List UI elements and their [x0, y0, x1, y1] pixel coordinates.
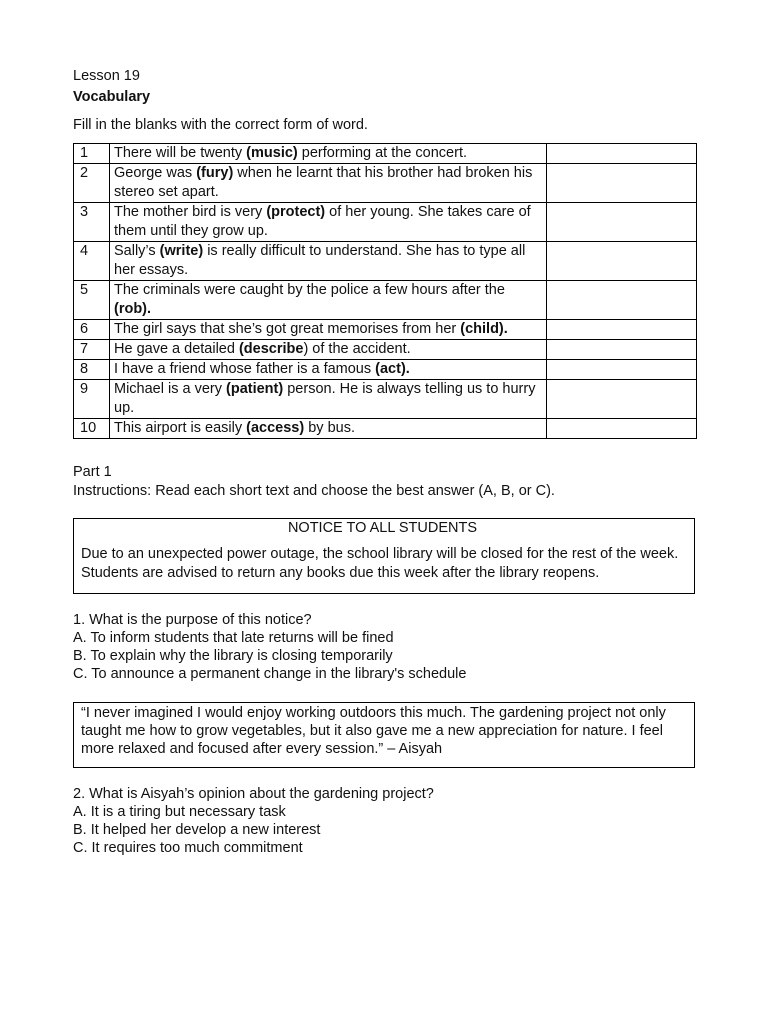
sentence-text: The criminals were caught by the police a few hours after the [114, 282, 505, 298]
sentence-text: performing at the concert. [297, 145, 467, 161]
row-number: 1 [74, 144, 110, 164]
sentence-cell [110, 340, 547, 360]
table-row [74, 281, 697, 320]
sentence-text: of her young. She takes care of them until they grow up. [114, 204, 531, 239]
notice-body: Due to an unexpected power outage, the school library will be closed for the rest of the week. Students are advised to return any books due this week after the library reopens. [81, 546, 679, 581]
option-c: C. To announce a permanent change in the library's schedule [73, 666, 467, 682]
part-title: Part 1 [73, 464, 112, 480]
lesson-label: Lesson 19 [73, 68, 140, 84]
sentence-cell [110, 419, 547, 439]
answer-cell[interactable] [547, 419, 697, 439]
base-word: (protect) [266, 204, 326, 220]
vocabulary-instruction: Fill in the blanks with the correct form of word. [73, 117, 368, 133]
row-number: 8 [74, 360, 110, 380]
sentence-text: Michael is a very [114, 381, 227, 397]
table-row [74, 360, 697, 380]
option-c: C. It requires too much commitment [73, 840, 303, 856]
table-row [74, 164, 697, 203]
row-number: 5 [74, 281, 110, 320]
sentence-text: The mother bird is very [114, 204, 267, 220]
base-word: (music) [246, 145, 298, 161]
sentence-cell [110, 144, 547, 164]
table-row [74, 144, 697, 164]
question-text: 2. What is Aisyah’s opinion about the gardening project? [73, 786, 434, 802]
sentence-text: I have a friend whose father is a famous [114, 361, 376, 377]
answer-cell[interactable] [547, 320, 697, 340]
sentence-cell [110, 281, 547, 320]
answer-cell[interactable] [547, 340, 697, 360]
sentence-text: is really difficult to understand. She has to type all her essays. [114, 243, 526, 278]
sentence-text: George was [114, 165, 197, 181]
section-title: Vocabulary [73, 89, 151, 105]
row-number: 7 [74, 340, 110, 360]
sentence-cell [110, 320, 547, 340]
base-word: (describe [238, 341, 304, 357]
question-2 [73, 785, 434, 857]
quote-text: “I never imagined I would enjoy working outdoors this much. The gardening project not only taught me how to grow vegetables, but it also gave me a new appreciation for nature. I feel more relaxed and focused after every session.” – Aisyah [81, 705, 666, 757]
sentence-text: ) of the accident. [303, 341, 411, 357]
table-row [74, 203, 697, 242]
row-number: 6 [74, 320, 110, 340]
base-word: (fury) [196, 165, 234, 181]
answer-cell[interactable] [547, 380, 697, 419]
sentence-text: He gave a detailed [114, 341, 239, 357]
row-number: 10 [74, 419, 110, 439]
sentence-text: The girl says that she’s got great memorises from her [114, 321, 461, 337]
answer-cell[interactable] [547, 203, 697, 242]
base-word: (write) [159, 243, 204, 259]
answer-cell[interactable] [547, 164, 697, 203]
row-number: 9 [74, 380, 110, 419]
table-row [74, 242, 697, 281]
row-number: 3 [74, 203, 110, 242]
answer-cell[interactable] [547, 144, 697, 164]
sentence-text: There will be twenty [114, 145, 247, 161]
base-word: (access) [246, 420, 305, 436]
sentence-cell [110, 242, 547, 281]
vocabulary-table [73, 143, 697, 439]
option-a: A. It is a tiring but necessary task [73, 804, 286, 820]
sentence-cell [110, 164, 547, 203]
notice-box [73, 518, 695, 594]
row-number: 2 [74, 164, 110, 203]
base-word: (rob). [114, 301, 152, 317]
sentence-text: when he learnt that his brother had broken his stereo set apart. [114, 165, 533, 200]
sentence-text: Sally’s [114, 243, 160, 259]
quote-box [73, 702, 695, 768]
notice-title: NOTICE TO ALL STUDENTS [287, 520, 478, 536]
sentence-text: person. He is always telling us to hurry up. [114, 381, 536, 416]
sentence-cell [110, 380, 547, 419]
table-row [74, 380, 697, 419]
sentence-text: This airport is easily [114, 420, 247, 436]
sentence-cell [110, 203, 547, 242]
base-word: (child). [460, 321, 508, 337]
table-row [74, 419, 697, 439]
question-text: 1. What is the purpose of this notice? [73, 612, 312, 628]
option-a: A. To inform students that late returns will be fined [73, 630, 394, 646]
sentence-cell [110, 360, 547, 380]
part-instruction: Instructions: Read each short text and choose the best answer (A, B, or C). [73, 483, 555, 499]
table-row [74, 320, 697, 340]
row-number: 4 [74, 242, 110, 281]
option-b: B. To explain why the library is closing temporarily [73, 648, 393, 664]
base-word: (patient) [226, 381, 284, 397]
question-1 [73, 611, 466, 683]
option-b: B. It helped her develop a new interest [73, 822, 321, 838]
answer-cell[interactable] [547, 360, 697, 380]
sentence-text: by bus. [304, 420, 355, 436]
base-word: (act). [375, 361, 410, 377]
table-row [74, 340, 697, 360]
answer-cell[interactable] [547, 281, 697, 320]
answer-cell[interactable] [547, 242, 697, 281]
